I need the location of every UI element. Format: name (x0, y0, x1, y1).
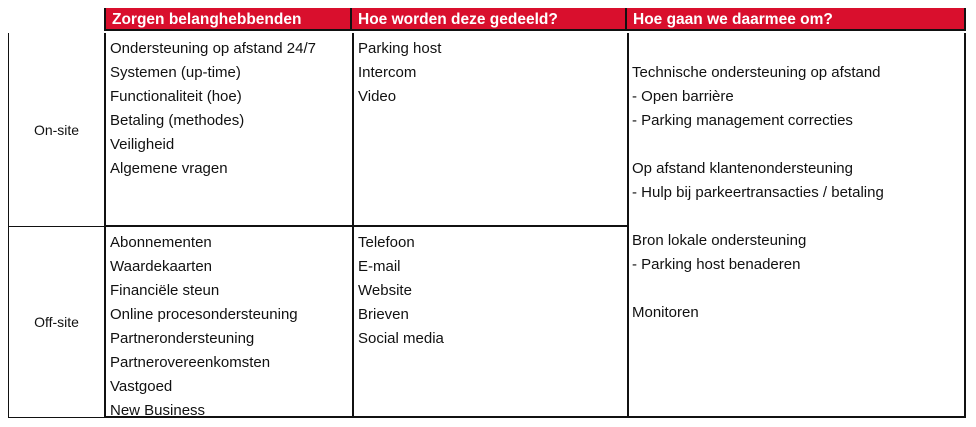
onsite-concerns-cell (104, 33, 352, 227)
stakeholder-concerns-table (8, 8, 966, 418)
row-label-onsite (8, 33, 104, 227)
offsite-concerns-cell (104, 227, 352, 418)
approach-item: - Parking management correcties (632, 112, 853, 129)
onsite-concern-item: Veiligheid (110, 136, 175, 153)
header-shared: Hoe worden deze gedeeld? (352, 8, 627, 31)
offsite-concern-item: Online procesondersteuning (110, 306, 298, 323)
offsite-concern-item: Financiële steun (110, 282, 220, 299)
approach-spacer (632, 277, 964, 301)
approach-spacer (632, 133, 964, 157)
header-concerns: Zorgen belanghebbenden (104, 8, 352, 31)
offsite-concern-item: Vastgoed (110, 378, 173, 395)
row-label-onsite-text: On-site (33, 121, 80, 138)
onsite-concern-item: Functionaliteit (hoe) (110, 88, 242, 105)
approach-item: Bron lokale ondersteuning (632, 232, 807, 249)
onsite-concern-item: Ondersteuning op afstand 24/7 (110, 40, 316, 57)
onsite-channel-item: Video (358, 88, 397, 105)
offsite-channel-item: Telefoon (358, 234, 415, 251)
offsite-channel-item: Website (358, 282, 412, 299)
offsite-channels-cell (352, 227, 627, 418)
approach-item: - Hulp bij parkeertransacties / betaling (632, 184, 884, 201)
offsite-channel-item: Social media (358, 330, 444, 347)
header-approach: Hoe gaan we daarmee om? (627, 8, 966, 31)
row-label-offsite (8, 227, 104, 418)
offsite-concern-item: Abonnementen (110, 234, 212, 251)
approach-item: Monitoren (632, 304, 699, 321)
onsite-concern-item: Betaling (methodes) (110, 112, 245, 129)
offsite-concern-item: Partnerondersteuning (110, 330, 255, 347)
offsite-channel-item: E-mail (358, 258, 401, 275)
onsite-concern-item: Algemene vragen (110, 160, 228, 177)
approach-item: Technische ondersteuning op afstand (632, 64, 881, 81)
onsite-channels-cell (352, 33, 627, 227)
approach-item: - Open barrière (632, 88, 734, 105)
offsite-concern-item: Waardekaarten (110, 258, 212, 275)
approach-spacer (632, 205, 964, 229)
offsite-channel-item: Brieven (358, 306, 409, 323)
onsite-concern-item: Systemen (up-time) (110, 64, 241, 81)
onsite-channel-item: Intercom (358, 64, 417, 81)
offsite-concern-item: Partnerovereenkomsten (110, 354, 271, 371)
onsite-channel-item: Parking host (358, 40, 442, 57)
approach-cell (627, 33, 966, 418)
offsite-concern-item: New Business (110, 402, 206, 419)
approach-item: - Parking host benaderen (632, 256, 801, 273)
row-label-offsite-text: Off-site (34, 314, 79, 330)
approach-item: Op afstand klantenondersteuning (632, 160, 853, 177)
